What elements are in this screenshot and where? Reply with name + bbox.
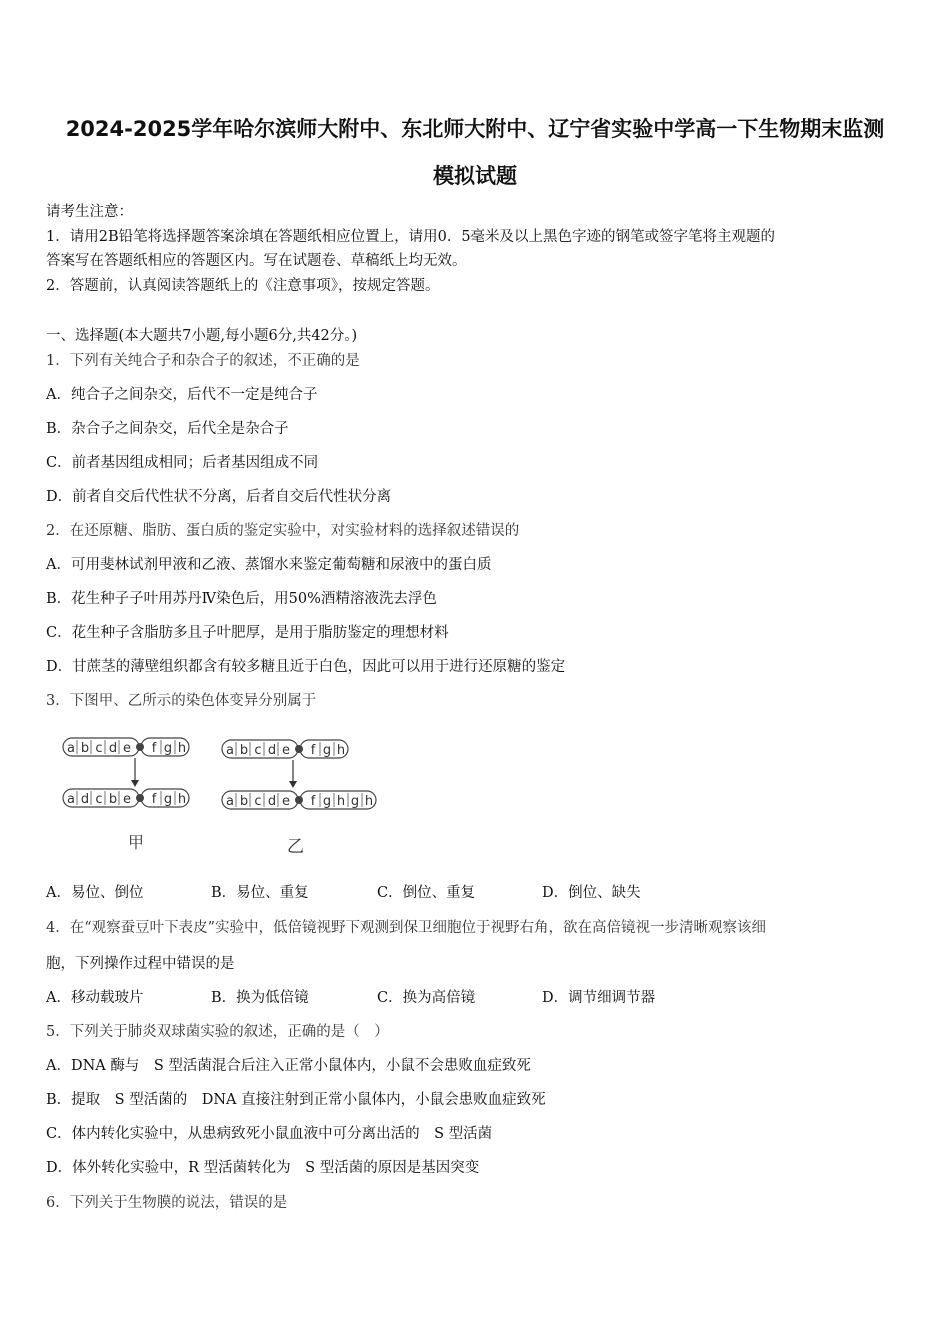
- chromosome-variation-figure: [60, 730, 400, 860]
- notice-item1-line2: 答案写在答题纸相应的答题区内。写在试题卷、草稿纸上均无效。: [46, 253, 467, 269]
- q5-option-a: A．DNA 酶与 S 型活菌混合后注入正常小鼠体内，小鼠不会患败血症致死: [46, 1058, 531, 1074]
- q1-option-a: A．纯合子之间杂交，后代不一定是纯合子: [46, 387, 318, 403]
- q4-option-a: A．移动载玻片: [46, 990, 144, 1006]
- chromosome-yi-variant-centromere: [295, 796, 303, 804]
- chromosome-jia-original-gene-e: e: [123, 741, 131, 756]
- q5-option-d: D．体外转化实验中，R 型活菌转化为 S 型活菌的原因是基因突变: [46, 1160, 480, 1176]
- chromosome-jia-variant: [63, 789, 189, 807]
- q4-stem-line2: 胞，下列操作过程中错误的是: [46, 956, 235, 972]
- q3-stem: 3．下图甲、乙所示的染色体变异分别属于: [46, 693, 317, 709]
- q3-option-a: A．易位、倒位: [46, 885, 144, 901]
- chromosome-diagrams: [63, 738, 376, 809]
- q2-option-a: A．可用斐林试剂甲液和乙液、蒸馏水来鉴定葡萄糖和尿液中的蛋白质: [46, 557, 492, 573]
- chromosome-jia-original-gene-f: f: [151, 741, 157, 756]
- label-yi: 乙: [287, 837, 304, 857]
- q1-stem: 1．下列有关纯合子和杂合子的叙述，不正确的是: [46, 353, 360, 369]
- q2-option-d: D．甘蔗茎的薄壁组织都含有较多糖且近于白色，因此可以用于进行还原糖的鉴定: [46, 659, 566, 675]
- chromosome-yi-original-gene-f: f: [310, 743, 316, 758]
- chromosome-yi-original-gene-g: g: [322, 743, 332, 758]
- q3-options: [46, 883, 906, 903]
- arrow-head-jia: [131, 780, 139, 787]
- notice-heading: 请考生注意：: [46, 204, 133, 220]
- chromosome-yi-original-gene-b: b: [239, 743, 249, 758]
- chromosome-yi-variant-gene-a: a: [226, 794, 234, 809]
- chromosome-jia-variant-gene-b: b: [108, 792, 118, 807]
- chromosome-yi-original-gene-d: d: [267, 743, 277, 758]
- section-heading: 一、选择题(本大题共7小题,每小题6分,共42分。): [46, 328, 358, 344]
- q5-option-c: C．体内转化实验中，从患病致死小鼠血液中可分离出活的 S 型活菌: [46, 1126, 493, 1142]
- notice-item2: 2．答题前，认真阅读答题纸上的《注意事项》，按规定答题。: [46, 278, 440, 294]
- chromosome-yi-original: [222, 740, 348, 758]
- chromosome-yi-variant-gene-c: c: [254, 794, 262, 809]
- chromosome-jia-original-gene-d: d: [108, 741, 118, 756]
- chromosome-jia-variant-gene-f: f: [151, 792, 157, 807]
- chromosome-yi-original-gene-a: a: [226, 743, 234, 758]
- chromosome-yi-variant: [222, 791, 376, 809]
- q4-stem-line1: 4．在“观察蚕豆叶下表皮”实验中，低倍镜视野下观测到保卫细胞位于视野右角，欲在高倍镜视一步清晰观察该细: [46, 920, 767, 936]
- chromosome-yi-variant-gene-g: g: [350, 794, 360, 809]
- chromosome-jia-variant-gene-h: h: [177, 792, 187, 807]
- chromosome-yi-original-gene-h: h: [336, 743, 346, 758]
- chromosome-jia-variant-gene-c: c: [95, 792, 103, 807]
- chromosome-jia-variant-gene-d: d: [80, 792, 90, 807]
- q5-stem: 5．下列关于肺炎双球菌实验的叙述，正确的是（ ）: [46, 1024, 389, 1040]
- chromosome-yi-variant-gene-b: b: [239, 794, 249, 809]
- q2-stem: 2．在还原糖、脂肪、蛋白质的鉴定实验中，对实验材料的选择叙述错误的: [46, 523, 520, 539]
- q2-option-b: B．花生种子子叶用苏丹Ⅳ染色后，用50%酒精溶液洗去浮色: [46, 591, 437, 607]
- notice-item1-line1: 1．请用2B铅笔将选择题答案涂填在答题纸相应位置上，请用0．5毫米及以上黑色字迹的钢笔或签字笔将主观题的: [46, 229, 776, 245]
- label-jia: 甲: [128, 833, 145, 852]
- chromosome-yi-variant-gene-h: h: [336, 794, 346, 809]
- chromosome-jia-original-gene-b: b: [80, 741, 90, 756]
- exam-title-line2: 模拟试题: [433, 164, 517, 188]
- chromosome-jia-variant-gene-g: g: [163, 792, 173, 807]
- chromosome-jia-variant-centromere: [136, 794, 144, 802]
- q5-option-b: B．提取 S 型活菌的 DNA 直接注射到正常小鼠体内，小鼠会患败血症致死: [46, 1092, 546, 1108]
- q3-option-d: D．倒位、缺失: [542, 885, 641, 901]
- chromosome-jia-original-gene-h: h: [177, 741, 187, 756]
- chromosome-jia-original-centromere: [136, 743, 144, 751]
- q1-option-c: C．前者基因组成相同；后者基因组成不同: [46, 455, 319, 471]
- q3-option-c: C．倒位、重复: [377, 885, 476, 901]
- q2-option-c: C．花生种子含脂肪多且子叶肥厚，是用于脂肪鉴定的理想材料: [46, 625, 449, 641]
- chromosome-yi-variant-gene-f: f: [310, 794, 316, 809]
- chromosome-jia-original-gene-c: c: [95, 741, 103, 756]
- chromosome-jia-variant-gene-e: e: [123, 792, 131, 807]
- chromosome-yi-variant-gene-e: e: [282, 794, 290, 809]
- q1-option-d: D．前者自交后代性状不分离，后者自交后代性状分离: [46, 489, 392, 505]
- chromosome-yi-original-gene-e: e: [282, 743, 290, 758]
- q4-options: [46, 988, 906, 1008]
- chromosome-jia-original-gene-g: g: [163, 741, 173, 756]
- chromosome-jia-original: [63, 738, 189, 756]
- chromosome-jia-original-gene-a: a: [67, 741, 75, 756]
- chromosome-yi-original-centromere: [295, 745, 303, 753]
- q4-option-d: D．调节细调节器: [542, 990, 656, 1006]
- q6-stem: 6．下列关于生物膜的说法，错误的是: [46, 1195, 288, 1211]
- exam-title-line1: 2024-2025学年哈尔滨师大附中、东北师大附中、辽宁省实验中学高一下生物期末监测: [65, 117, 885, 141]
- chromosome-yi-variant-gene-g: g: [322, 794, 332, 809]
- chromosome-jia-variant-gene-a: a: [67, 792, 75, 807]
- chromosome-yi-original-gene-c: c: [254, 743, 262, 758]
- chromosome-yi-variant-gene-d: d: [267, 794, 277, 809]
- chromosome-yi-variant-gene-h: h: [364, 794, 374, 809]
- q4-option-b: B．换为低倍镜: [211, 990, 309, 1006]
- q1-option-b: B．杂合子之间杂交，后代全是杂合子: [46, 421, 289, 437]
- q3-option-b: B．易位、重复: [211, 885, 309, 901]
- arrow-head-yi: [289, 781, 297, 788]
- q4-option-c: C．换为高倍镜: [377, 990, 476, 1006]
